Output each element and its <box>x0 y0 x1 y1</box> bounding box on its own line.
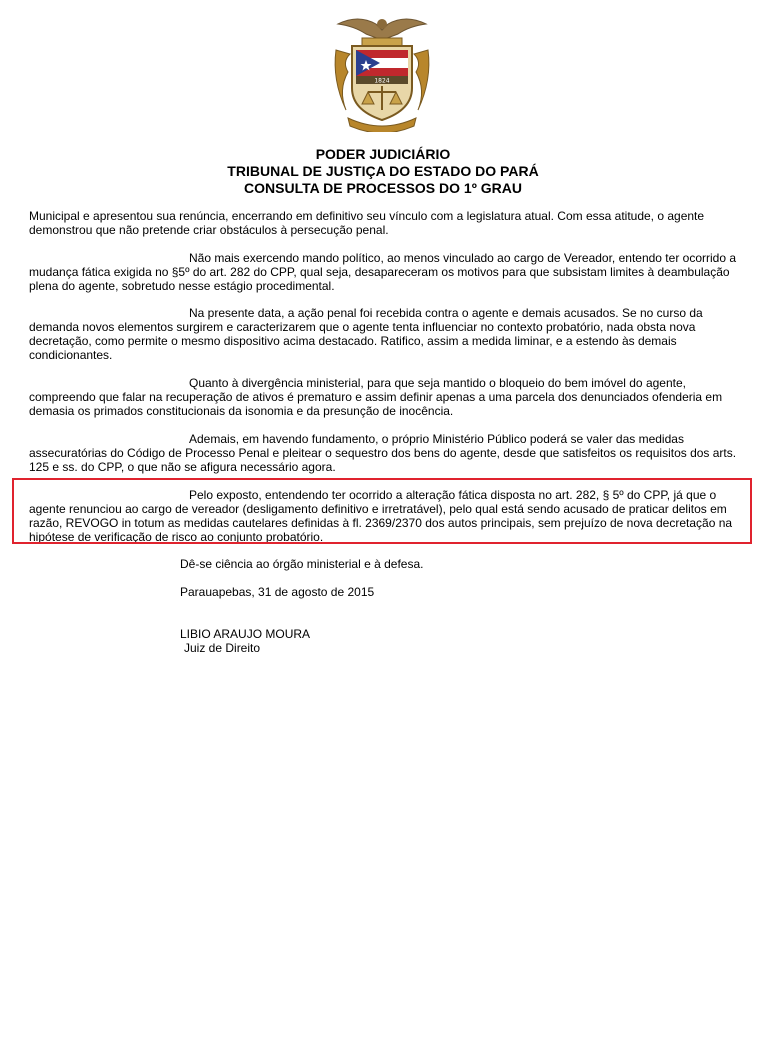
header-line-judiciary: PODER JUDICIÁRIO <box>315 146 451 162</box>
signer-name: LIBIO ARAUJO MOURA <box>180 627 311 641</box>
signer-title: Juiz de Direito <box>184 641 261 655</box>
paragraph-ruling: Pelo exposto, entendendo ter ocorrido a alteração fática disposta no art. 282, § 5º do CPP, já que o agente renunciou ao cargo de vereador (desligamento definitivo e irretratável), pelo qual está sendo acusado de praticar delitos em razão, REVOGO in totum as medidas cautelares definidas à fl. 2369/2370 dos autos principais, sem prejuízo de nova decretação na hipótese de verificação de risco ao conjunto probatório. <box>29 488 733 544</box>
paragraph-political-mandate: Não mais exercendo mando político, ao menos vinculado ao cargo de Vereador, entendo ter ocorrido a mudança fática exigida no §5º do art. 282 do CPP, qual seja, desapareceram os motivos para que subsistam limites à deambulação plena do agente, sobretudo nesse estágio procedimental. <box>29 251 737 293</box>
ruling-highlight-box <box>12 478 752 544</box>
paragraph-ministry-measures: Ademais, em havendo fundamento, o próprio Ministério Público poderá se valer das medidas assecuratórias do Código de Processo Penal e pleitear o sequestro dos bens do agente, desde que satisfeitos os requisitos dos arts. 125 e ss. do CPP, o que não se afigura necessário agora. <box>29 432 737 474</box>
document-header <box>0 146 766 197</box>
notice-line: Dê-se ciência ao órgão ministerial e à defesa. <box>180 557 424 571</box>
place-date-line: Parauapebas, 31 de agosto de 2015 <box>180 585 375 599</box>
paragraph-renunciation: Municipal e apresentou sua renúncia, encerrando em definitivo seu vínculo com a legislatura atual. Com essa atitude, o agente demonstrou que não pretende criar obstáculos à persecução penal. <box>29 209 705 237</box>
paragraph-ministerial-divergence: Quanto à divergência ministerial, para que seja mantido o bloqueio do bem imóvel do agente, compreendo que falar na recuperação de ativos é prematuro e assim definir apenas a uma parcela dos denunciados ofenderia em demasia os primados constitucionais da isonomia e da presunção de inocência. <box>29 376 723 418</box>
paragraph-criminal-action: Na presente data, a ação penal foi recebida contra o agente e demais acusados. Se no curso da demanda novos elementos surgirem e caracterizarem que o agente tenta influenciar no contexto probatório, nada obsta nova decretação, como permite o mesmo dispositivo acima destacado. Ratifico, assim a medida liminar, e a estendo às demais condicionantes. <box>29 306 703 362</box>
header-line-consultation: CONSULTA DE PROCESSOS DO 1º GRAU <box>244 180 522 196</box>
svg-text:1824: 1824 <box>374 77 390 85</box>
header-line-court: TRIBUNAL DE JUSTIÇA DO ESTADO DO PARÁ <box>227 163 539 179</box>
court-seal-icon <box>328 10 436 132</box>
